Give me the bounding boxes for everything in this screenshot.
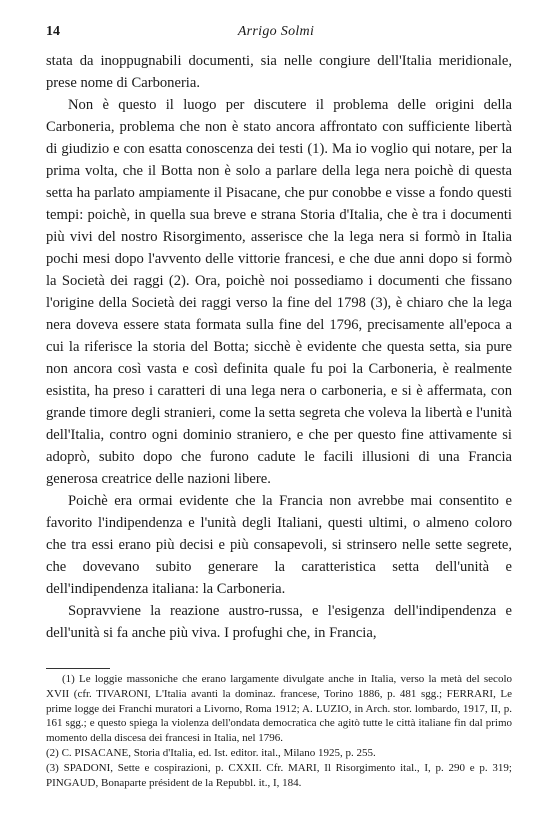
paragraph: Non è questo il luogo per discutere il problema delle origini della Carboneria, problema che non è stato ancora affrontato con sufficiente libertà di giudizio e con esatta conoscenza dei testi (1). Ma io voglio qui notare, per la prima volta, che il Botta non è solo a parlare della lega nera poichè di questa setta ha parlato ampiamente il Pisacane, che pur conobbe e visse a fondo questi tempi: poichè, in quella sua breve e strana Storia d'Italia, che è tra i documenti più vivi del nostro Risorgimento, asserisce che la lega nera si formò in Italia pochi mesi dopo l'avvento delle vittorie francesi, e che due anni dopo si formò la Società dei raggi (2). Ora, poichè noi possediamo i documenti che fissano l'origine della Società dei raggi verso la fine del 1798 (3), è chiaro che la lega nera doveva essere stata formata sulla fine del 1796, precisamente all'epoca a cui la riferisce la storia del Botta; sicchè è evidente che questa setta, sia pure non ancora così vasta e così definita quale fu poi la Carboneria, è realmente esistita, ha preso i caratteri di una lega nera o carboneria, e si è affermata, con grande timore degli stranieri, come la setta segreta che voleva la libertà e l'unità dell'Italia, contro ogni dominio straniero, e che per questo fine attivamente si adoprò, subito dopo che furono cadute le facili illusioni di una Francia generosa creatrice delle nazioni libere. <box>46 97 512 487</box>
footnote-separator <box>46 668 110 669</box>
footnote-3: (3) SPADONI, Sette e cospirazioni, p. CXXII. Cfr. MARI, Il Risorgimento ital., I, p. 290 e p. 319; PINGAUD, Bonaparte président de la Repubbl. it., I, 184. <box>46 761 512 789</box>
footnote-1: (1) Le loggie massoniche che erano largamente divulgate anche in Italia, verso la metà del secolo XVII (cfr. TIVARONI, L'Italia avanti la dominaz. francese, Torino 1886, p. 481 sgg.; FERRARI, Le prime logge dei Franchi muratori a Livorno, Roma 1912; A. LUZIO, in Arch. stor. lombardo, 1917, II, p. 161 sgg.; e questo spiega la violenza dell'ondata democratica che agitò tutte le città italiane fin dal primo momento della discesa dei francesi in Italia, nel 1796. <box>46 673 512 745</box>
paragraph-continued: stata da inoppugnabili documenti, sia nelle congiure dell'Italia meridionale, prese nome di Carboneria. <box>46 53 512 91</box>
paragraph: Poichè era ormai evidente che la Francia non avrebbe mai consentito e favorito l'indipendenza e l'unità degli Italiani, questi ultimi, o almeno coloro che tra essi erano più decisi e più consapevoli, si strinsero nelle sette segrete, che dovevano subito generare la caratteristica setta dell'unità e dell'indipendenza italiana: la Carboneria. <box>46 493 512 597</box>
page-header <box>46 24 506 44</box>
footnote-2: (2) C. PISACANE, Storia d'Italia, ed. Ist. editor. ital., Milano 1925, p. 255. <box>46 746 376 759</box>
footnotes <box>46 668 512 790</box>
page-number: 14 <box>46 24 60 39</box>
paragraph: Sopravviene la reazione austro-russa, e l'esigenza dell'indipendenza e dell'unità si fa anche più viva. I profughi che, in Francia, <box>46 603 512 641</box>
running-title: Arrigo Solmi <box>237 24 315 39</box>
main-text <box>46 50 512 644</box>
